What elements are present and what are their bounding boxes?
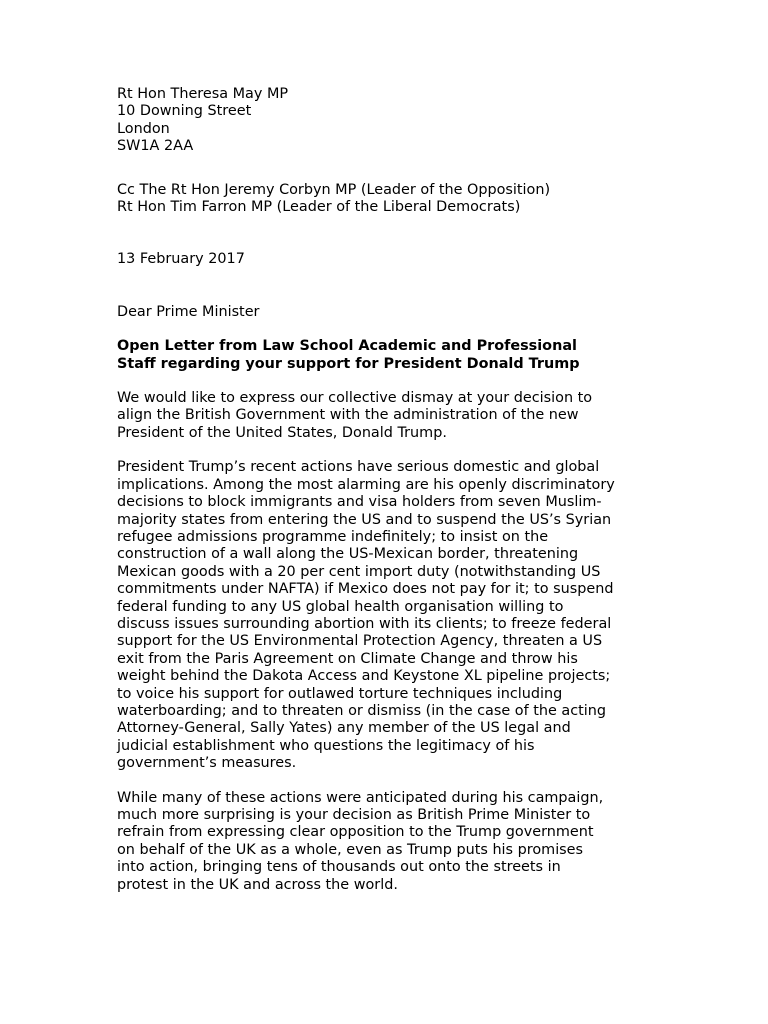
salutation <box>117 304 657 321</box>
paragraph-line: exit from the Paris Agreement on Climate Change and throw his <box>117 650 578 667</box>
paragraph-line: to voice his support for outlawed torture techniques including <box>117 685 563 702</box>
paragraph-line: commitments under NAFTA) if Mexico does not pay for it; to suspend <box>117 581 614 598</box>
heading-line: Staff regarding your support for President Donald Trump <box>117 355 580 372</box>
paragraph-line: construction of a wall along the US-Mexican border, threatening <box>117 546 579 563</box>
paragraph-line: support for the US Environmental Protection Agency, threaten a US <box>117 633 603 650</box>
paragraph-line: protest in the UK and across the world. <box>117 876 398 893</box>
paragraph-line: much more surprising is your decision as British Prime Minister to <box>117 807 591 823</box>
paragraph-2 <box>117 459 657 772</box>
cc-line: Cc The Rt Hon Jeremy Corbyn MP (Leader of the Opposition) <box>117 181 551 198</box>
paragraph-line: President Trump’s recent actions have serious domestic and global <box>117 459 600 476</box>
paragraph-line: on behalf of the UK as a whole, even as Trump puts his promises <box>117 841 584 858</box>
salutation-text: Dear Prime Minister <box>117 303 260 320</box>
paragraph-line: weight behind the Dakota Access and Keystone XL pipeline projects; <box>117 668 611 685</box>
paragraph-line: implications. Among the most alarming are his openly discriminatory <box>117 476 615 493</box>
letter-page <box>117 86 657 894</box>
address-line: 10 Downing Street <box>117 103 252 120</box>
cc-recipients <box>117 182 657 217</box>
paragraph-line: majority states from entering the US and to suspend the US’s Syrian <box>117 511 612 528</box>
paragraph-line: Mexican goods with a 20 per cent import duty (notwithstanding US <box>117 563 601 580</box>
paragraph-line: President of the United States, Donald Trump. <box>117 424 447 441</box>
paragraph-line: align the British Government with the administration of the new <box>117 407 579 424</box>
paragraph-1 <box>117 390 657 442</box>
address-line: Rt Hon Theresa May MP <box>117 86 289 102</box>
paragraph-line: into action, bringing tens of thousands out onto the streets in <box>117 859 561 876</box>
letter-heading <box>117 338 657 373</box>
address-line: SW1A 2AA <box>117 138 194 155</box>
paragraph-line: government’s measures. <box>117 755 297 772</box>
paragraph-line: waterboarding; and to threaten or dismiss (in the case of the acting <box>117 702 607 719</box>
date-text: 13 February 2017 <box>117 251 245 268</box>
paragraph-line: We would like to express our collective dismay at your decision to <box>117 390 593 407</box>
paragraph-line: discuss issues surrounding abortion with its clients; to freeze federal <box>117 615 612 632</box>
paragraph-line: decisions to block immigrants and visa holders from seven Muslim- <box>117 494 602 511</box>
paragraph-line: While many of these actions were anticipated during his campaign, <box>117 789 604 806</box>
recipient-address <box>117 86 657 156</box>
letter-date <box>117 251 657 268</box>
paragraph-line: Attorney-General, Sally Yates) any member of the US legal and <box>117 720 571 737</box>
paragraph-line: refrain from expressing clear opposition to the Trump government <box>117 824 594 841</box>
address-line: London <box>117 120 170 137</box>
paragraph-3 <box>117 790 657 894</box>
paragraph-line: refugee admissions programme indefinitely; to insist on the <box>117 528 549 545</box>
paragraph-line: judicial establishment who questions the legitimacy of his <box>117 737 535 754</box>
heading-line: Open Letter from Law School Academic and Professional <box>117 338 577 355</box>
paragraph-line: federal funding to any US global health organisation willing to <box>117 598 564 615</box>
cc-line: Rt Hon Tim Farron MP (Leader of the Liberal Democrats) <box>117 199 521 216</box>
